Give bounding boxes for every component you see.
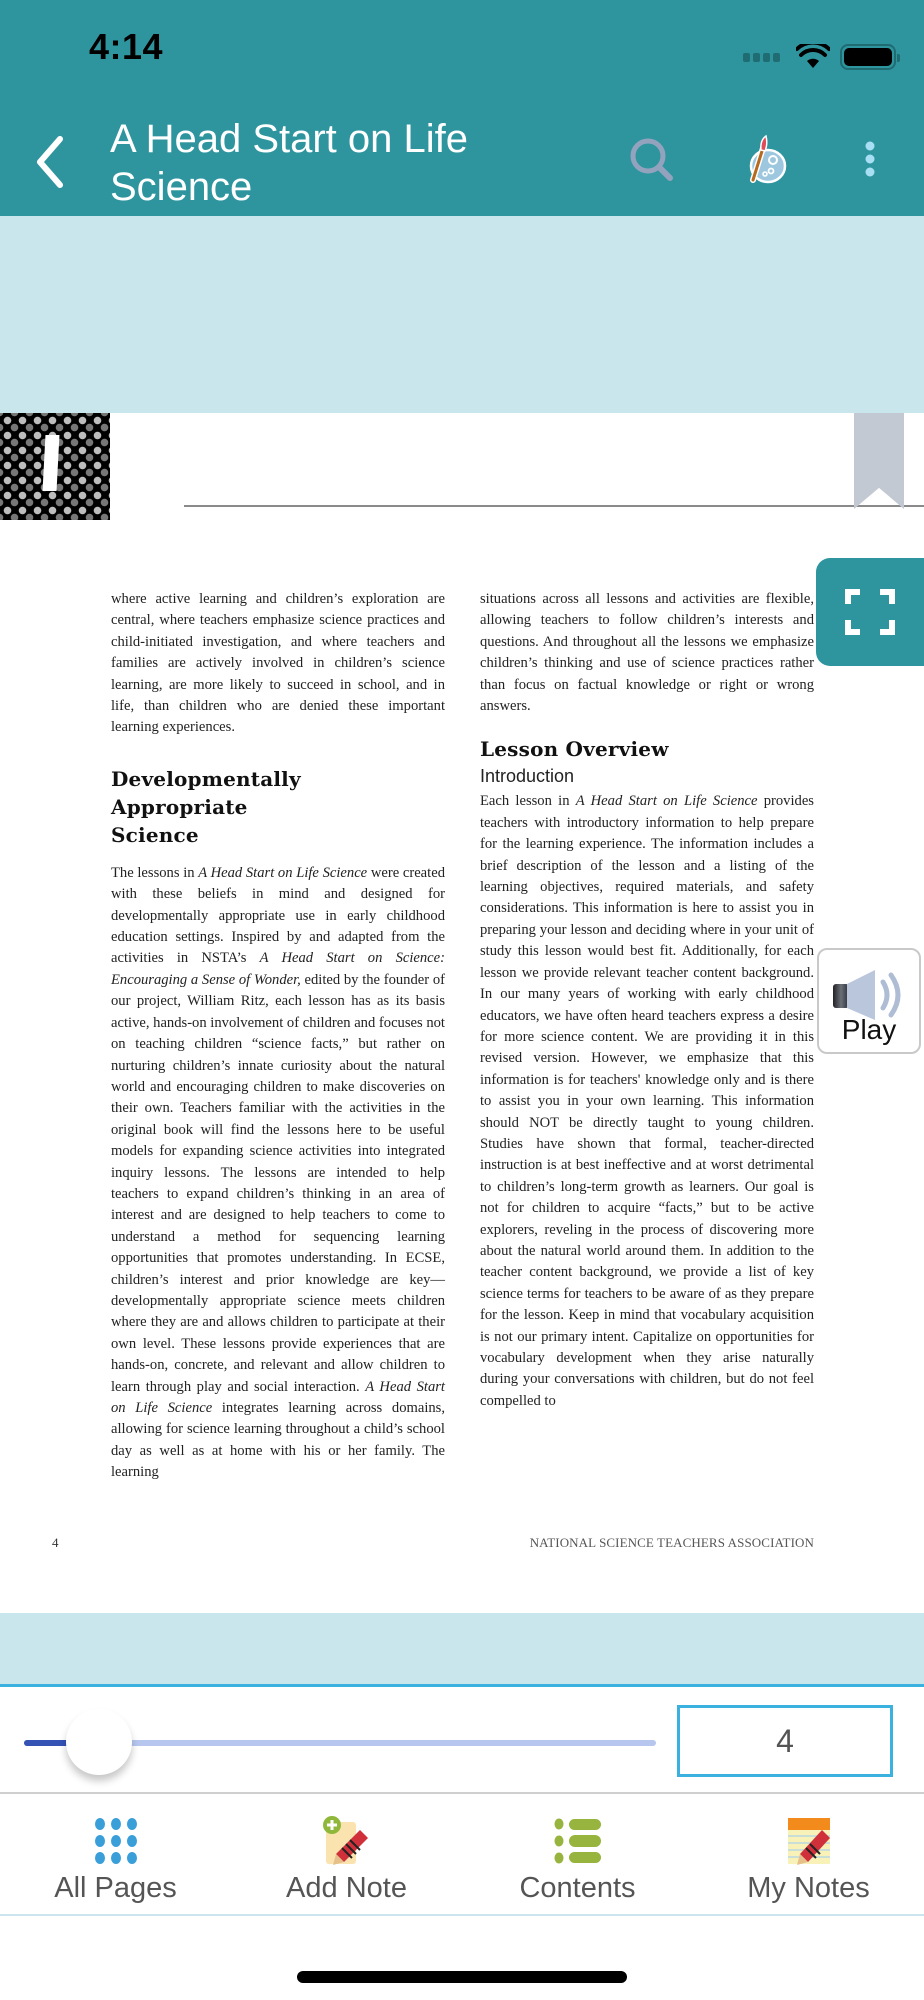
- footer-organization: NATIONAL SCIENCE TEACHERS ASSOCIATION: [529, 1535, 814, 1550]
- fullscreen-button[interactable]: [816, 558, 924, 666]
- status-icons: [743, 42, 896, 72]
- wifi-icon: [796, 44, 830, 70]
- theme-button[interactable]: [736, 132, 792, 188]
- app-header: [0, 0, 924, 216]
- notepad-icon: [784, 1816, 834, 1866]
- chapter-number-glyph: [43, 435, 60, 491]
- left-body-paragraph: The lessons in A Head Start on Life Science were created with these beliefs in mind and designed for developmentally appropriate use in early childhood education settings. Inspired by and adapted from the activities in NSTA’s A Head Start on Science: Encouraging a Sense of Wonder, edited by the founder of our project, William Ritz, each lesson has as its basis active, hands-on involvement of children and focuses not on teaching children “science facts,” but rather on nurturing children’s innate curiosity about the natural world and encouraging children to make discoveries on their own. Teachers familiar with the activities in the original book will find the lessons here to be useful models for expanding science activities into integrated inquiry lessons. The lessons are intended to help teachers to expand children’s thinking in an area of interest and are designed to help teachers to come to understand a method for sequencing learning opportunities that promotes understanding. In ECSE, children’s interest and prior knowledge are key—developmentally appropriate science meets children where they are and allows children to participate at their own level. These lessons provide experiences that are hands-on, concrete, and relevant and allow children to learn through play and social interaction. A Head Start on Life Science integrates learning across domains, allowing for science learning throughout a child’s school day as well as at home with his or her family. The learning: [111, 864, 445, 1481]
- tab-my-notes[interactable]: [693, 1794, 924, 1914]
- search-button[interactable]: [624, 132, 680, 188]
- add-note-icon: [322, 1816, 372, 1866]
- expand-fullscreen-icon: [845, 589, 895, 635]
- page-slider-thumb[interactable]: [66, 1709, 132, 1775]
- tab-contents[interactable]: [462, 1794, 693, 1914]
- more-vertical-icon: [862, 140, 878, 180]
- left-column: [111, 589, 445, 1484]
- bottom-tab-bar: [0, 1794, 924, 1916]
- search-icon: [627, 135, 677, 185]
- more-options-button[interactable]: [842, 132, 898, 188]
- page-number-input[interactable]: [677, 1705, 893, 1777]
- play-audio-button[interactable]: [817, 948, 921, 1054]
- left-intro-paragraph: where active learning and children’s exploration are central, where teachers emphasize science practices and child-initiated investigation, and where teachers and families are actively involved in children’s science learning, are more likely to succeed in school, and in life, than children who are denied these important learning experiences.: [111, 591, 445, 736]
- bookmark-ribbon-button[interactable]: [854, 413, 904, 509]
- section-heading-developmentally-appropriate: Developmentally Appropriate Science: [111, 766, 301, 847]
- cellular-signal-icon: [743, 53, 780, 62]
- right-column: [480, 589, 814, 1412]
- home-indicator[interactable]: [297, 1971, 627, 1983]
- chapter-tab-image: [0, 413, 110, 520]
- chevron-left-icon: [32, 135, 66, 189]
- tab-label: Add Note: [286, 1872, 407, 1904]
- grid-dots-icon: [91, 1816, 141, 1866]
- status-time: 4:14: [89, 26, 164, 67]
- play-label: Play: [841, 1014, 897, 1045]
- battery-icon: [840, 44, 896, 70]
- tab-label: My Notes: [747, 1872, 870, 1904]
- page-slider-bar: [0, 1684, 924, 1794]
- palette-brush-icon: [740, 134, 788, 186]
- book-page[interactable]: [0, 413, 924, 1613]
- book-title: A Head Start on Life Science: [110, 117, 469, 209]
- page-header-rule: [184, 505, 924, 507]
- tab-add-note[interactable]: [231, 1794, 462, 1914]
- tab-all-pages[interactable]: [0, 1794, 231, 1914]
- list-icon: [553, 1816, 603, 1866]
- tab-label: Contents: [519, 1872, 636, 1904]
- subheading-introduction: Introduction: [480, 766, 575, 787]
- tab-label: All Pages: [54, 1872, 177, 1904]
- right-body-paragraph: Each lesson in A Head Start on Life Science provides teachers with introductory information to help prepare for the learning experience. The information includes a brief description of the lesson and a listing of the learning objectives, required materials, and safety considerations. This information is here to assist you in preparing your lesson and deciding where in your unit of study this lesson would best fit. Additionally, for each lesson we provide relevant teacher content background. In our many years of working with early childhood educators, we have often heard teachers express a desire for more science content. We are providing it in this revised version. However, we emphasize that this information is for teachers' knowledge only and is there to assist you in your own learning. This information should NOT be directly taught to young children. Studies have shown that formal, teacher-directed instruction is at best ineffective and at worst detrimental to children’s long-term growth as learners. Our goal is not for children to acquire “facts,” but to be active explorers, reveling in the process of discovering more about the natural world around them. In addition to the teacher content background, we provide a list of key science terms for teachers to be aware of as they prepare for the lesson. Keep in mind that vocabulary acquisition is not our primary intent. Capitalize on opportunities for vocabulary development when they arise naturally during your conversations with children, but do not feel compelled to: [480, 793, 814, 1409]
- page-number: 4: [52, 1535, 59, 1550]
- right-intro-paragraph: situations across all lessons and activities are flexible, allowing teachers to follow children’s interests and questions. And throughout all the lessons we emphasize children’s thinking and use of science practices rather than focus on factual knowledge or right or wrong answers.: [480, 591, 814, 715]
- section-heading-lesson-overview: Lesson Overview: [480, 737, 669, 762]
- back-button[interactable]: [24, 132, 74, 192]
- speaker-icon: [831, 970, 913, 1020]
